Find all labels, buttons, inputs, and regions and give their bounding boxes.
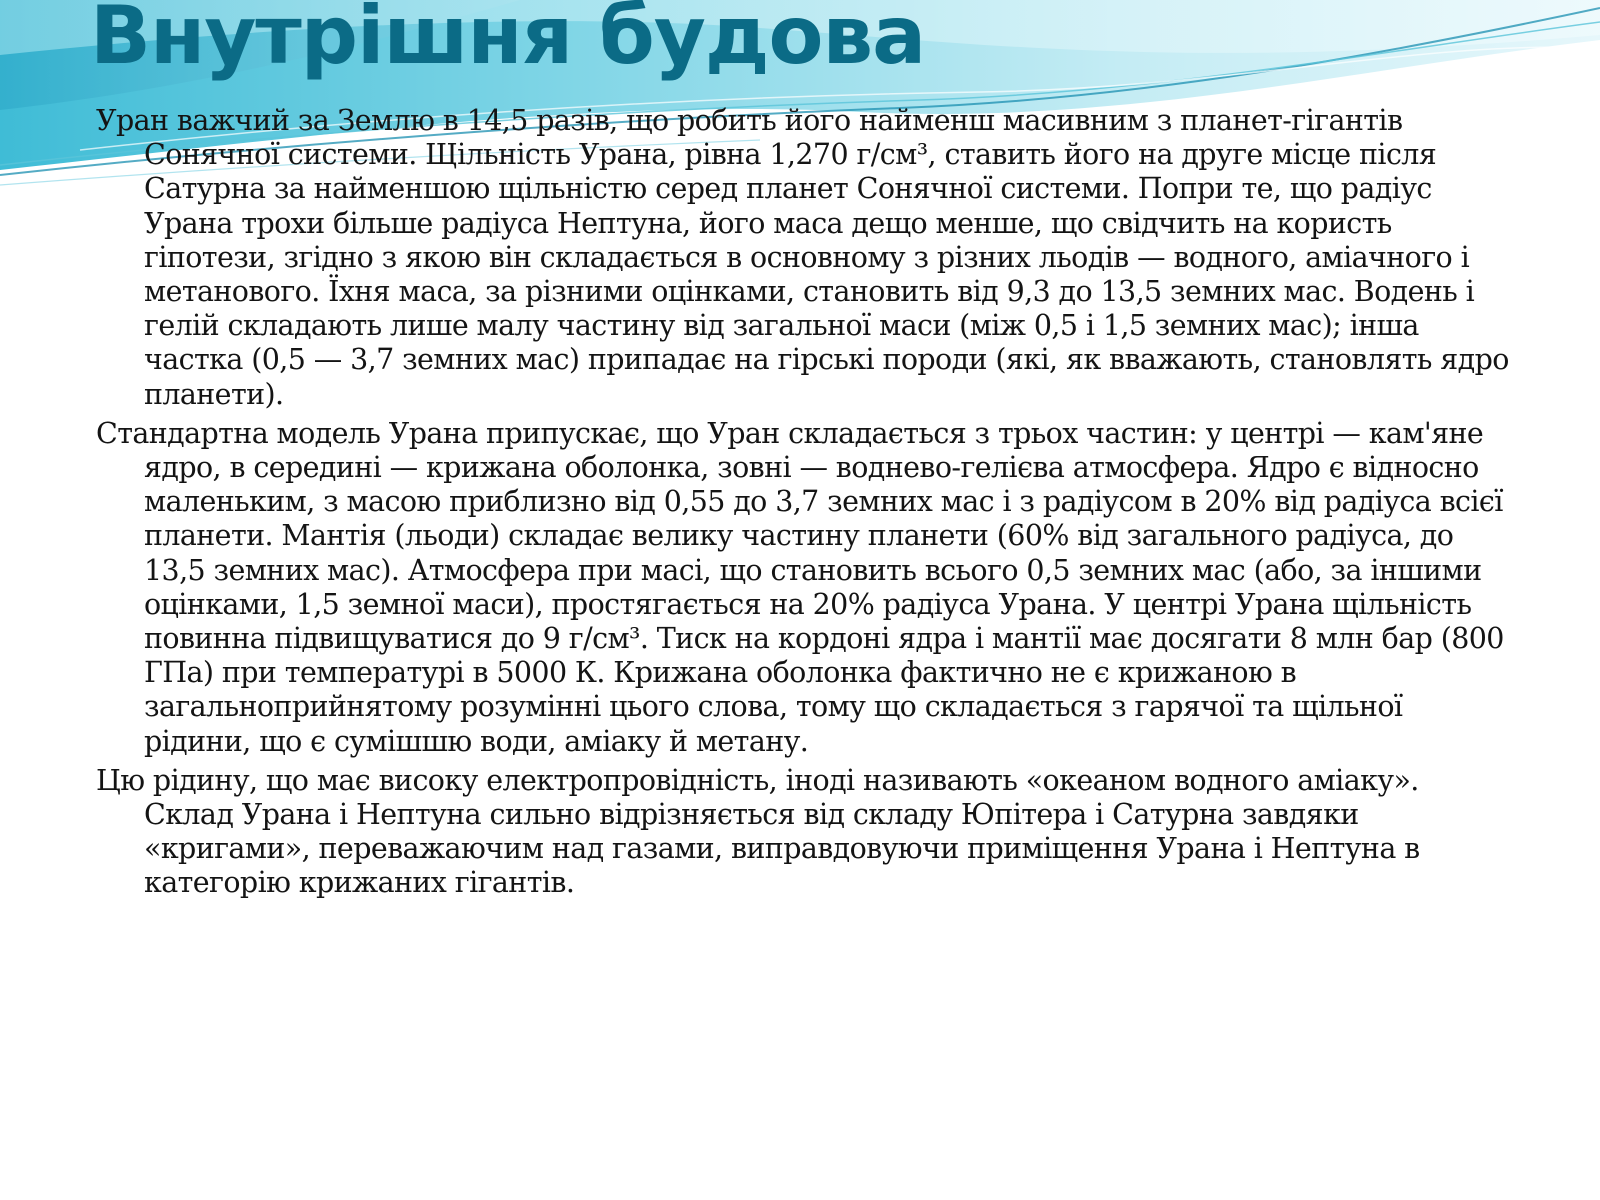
body-paragraph: Цю рідину, що має високу електропровідність, іноді називають «океаном водного аміаку». Склад Урана і Нептуна сильно відрізняється від складу Юпітера і Сатурна завдяки «кригами», переважаючим над газами, виправдовуючи приміщення Урана і Нептуна в категорію крижаних гігантів.	[96, 763, 1420, 900]
body-paragraph: Уран важчий за Землю в 14,5 разів, що робить його найменш масивним з планет-гігантів Сонячної системи. Щільність Урана, рівна 1,270 г/см³, ставить його на друге місце після Сатурна за найменшою щільністю серед планет Сонячної системи. Попри те, що радіус Урана трохи більше радіуса Нептуна, його маса дещо менше, що свідчить на користь гіпотези, згідно з якою він складається в основному з різних льодів — водного, аміачного і метанового. Їхня маса, за різними оцінками, становить від 9,3 до 13,5 земних мас. Водень і гелій складають лише малу частину від загальної маси (між 0,5 і 1,5 земних мас); інша частка (0,5 — 3,7 земних мас) припадає на гірські породи (які, як вважають, становлять ядро планети).	[96, 104, 1509, 411]
body-paragraph: Стандартна модель Урана припускає, що Уран складається з трьох частин: у центрі — кам'яне ядро, в середині — крижана оболонка, зовні — воднево-гелієва атмосфера. Ядро є відносно маленьким, з масою приблизно від 0,55 до 3,7 земних мас і з радіусом в 20% від радіуса всієї планети. Мантія (льоди) складає велику частину планети (60% від загального радіуса, до 13,5 земних мас). Атмосфера при масі, що становить всього 0,5 земних мас (або, за іншими оцінками, 1,5 земної маси), простягається на 20% радіуса Урана. У центрі Урана щільність повинна підвищуватися до 9 г/см³. Тиск на кордоні ядра і мантії має досягати 8 млн бар (800 ГПа) при температурі в 5000 К. Крижана оболонка фактично не є крижаною в загальноприйнятому розумінні цього слова, тому що складається з гарячої та щільної рідини, що є сумішшю води, аміаку й метану.	[96, 416, 1504, 758]
slide-title: Внутрішня будова	[90, 0, 926, 82]
slide-body	[96, 104, 1516, 906]
